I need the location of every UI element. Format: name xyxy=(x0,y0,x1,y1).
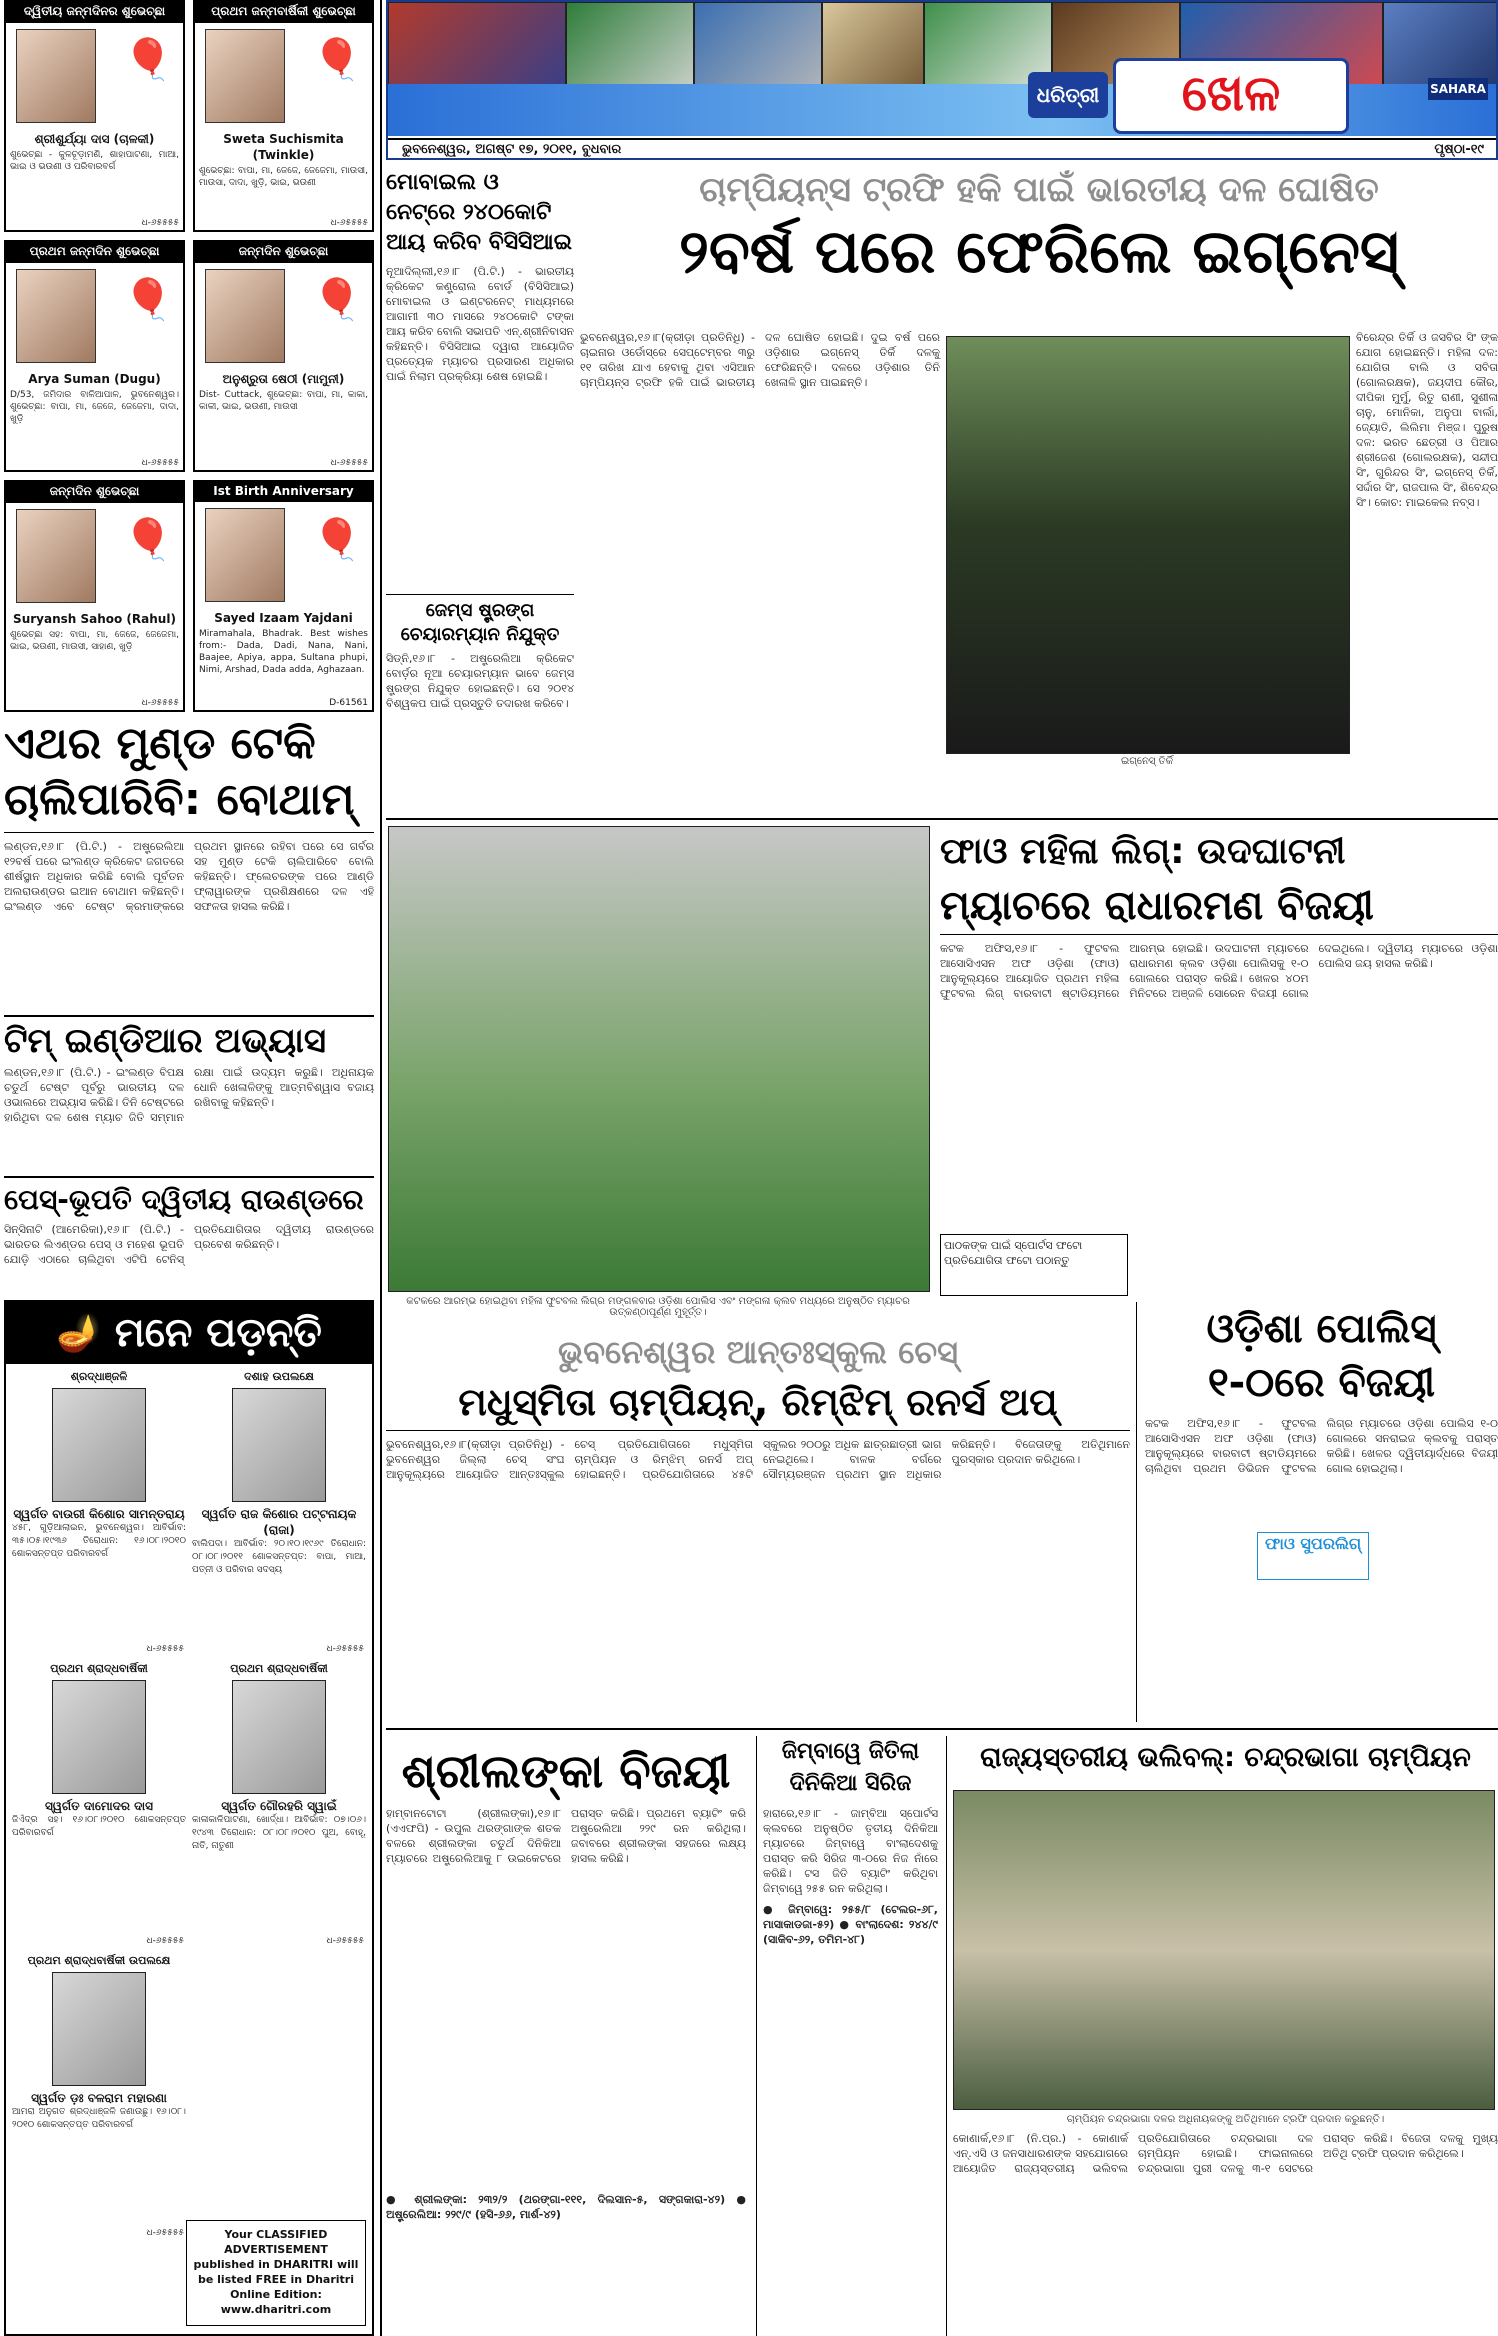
portrait-photo xyxy=(232,1680,326,1794)
obituary-label: ଶ୍ରଦ୍ଧାଞ୍ଜଳି xyxy=(70,1370,128,1383)
ad-code: D-61561 xyxy=(329,698,368,708)
balloons-icon: 🎈 xyxy=(312,277,362,323)
deceased-name: ସ୍ୱର୍ଗତ ଗୌରହରି ସ୍ୱାଇଁ xyxy=(221,1799,337,1813)
ad-code: ଧ-୬୫୫୫୫ xyxy=(146,1644,184,1654)
child-photo xyxy=(16,269,96,363)
bcci-headline: ମୋବାଇଲ ଓ ନେଟ୍‌ରେ ୨୪୦କୋଟି ଆୟ କରିବ ବିସିସିଆଇ xyxy=(386,170,572,255)
birthday-ad-title: ପ୍ରଥମ ଜନ୍ମଦିନ ଶୁଭେଚ୍ଛା xyxy=(6,242,183,263)
obituary-entry xyxy=(192,1370,366,1656)
birthday-ad xyxy=(193,480,374,712)
brand-logo: ଧରିତ୍ରୀ xyxy=(1028,72,1108,118)
ad-code: ଧ-୬୫୫୫୫ xyxy=(330,218,368,228)
birthday-ad-title: ଦ୍ୱିତୀୟ ଜନ୍ମଦିନର ଶୁଭେଚ୍ଛା xyxy=(6,2,183,23)
ad-code: ଧ-୬୫୫୫୫ xyxy=(141,218,179,228)
ad-code: ଧ-୬୫୫୫୫ xyxy=(330,458,368,468)
balloons-icon: 🎈 xyxy=(123,277,173,323)
portrait-photo xyxy=(52,1972,146,2086)
hockey-headline: ୨ବର୍ଷ ପରେ ଫେରିଲେ ଇଗ୍ନେସ୍ xyxy=(678,217,1400,287)
balloons-icon: 🎈 xyxy=(123,37,173,83)
women-football-photo xyxy=(388,826,930,1292)
birthday-ad xyxy=(4,0,185,232)
birthday-ad-title: ଜନ୍ମଦିନ ଶୁଭେଚ୍ଛା xyxy=(6,482,183,503)
column-rule xyxy=(380,0,382,2336)
hockey-photo-caption: ଇଗ୍ନେସ୍ ତିର୍କି xyxy=(1120,756,1174,767)
police-body: କଟକ ଅଫିସ,୧୬।୮ - ଫୁଟବଲ ଆସୋସିଏସନ ଅଫ ଓଡ଼ିଶା (ଫାଓ) ଆନୁକୂଲ୍ୟରେ ବାରବାଟୀ ଷ୍ଟାଡିୟମରେ ଚାଲିଥିବା ପ୍ରଥମ ଡିଭିଜନ ଫୁଟବଲ ଲିଗ୍‌ର ମ୍ୟାଚରେ ଓଡ଼ିଶା ପୋଲିସ ୧-୦ ଗୋଲରେ ସନରାଇଜ କ୍ଲବକୁ ପରାସ୍ତ କରିଛି। ଖେଳର ଦ୍ୱିତୀୟାର୍ଦ୍ଧରେ ବିଜୟୀ ଗୋଲ ହୋଇଥିଲା। xyxy=(1145,1417,1498,1475)
deceased-name: ସ୍ୱର୍ଗତ ଡ଼ଃ ବଳରାମ ମହାରଣା xyxy=(31,2091,167,2105)
fao-photo-note: ପାଠକଙ୍କ ପାଇଁ ସ୍ପୋର୍ଟସ ଫଟୋ ପ୍ରତିଯୋଗିତା ଫଟୋ ପଠାନ୍ତୁ xyxy=(940,1234,1128,1296)
zimbabwe-headline: ଜିମ୍ବାୱେ ଜିତିଲା ଦିନିକିଆ ସିରିଜ xyxy=(781,1739,920,1796)
hockey-body-1: ଭୁବନେଶ୍ୱର,୧୬।୮(କ୍ରୀଡ଼ା ପ୍ରତିନିଧି) - ଚାଇନାର ଓର୍ଡୋସ୍‌ରେ ସେପ୍ଟେମ୍ବର ୩ରୁ ୧୧ ତାରିଖ ଯାଏ ହେବାକୁ ଥିବା ଏସିଆନ ଚାମ୍ପିୟନ୍ସ ଟ୍ରଫି ହକି ପାଇଁ ଭାରତୀୟ ଦଳ ଘୋଷିତ ହୋଇଛି। ଦୁଇ ବର୍ଷ ପରେ ଓଡ଼ିଶାର ଇଗ୍ନେସ୍ ତିର୍କି ଦଳକୁ ଫେରିଛନ୍ତି। ଦଳରେ ଓଡ଼ିଶାର ତିନି ଖେଳାଳି ସ୍ଥାନ ପାଇଛନ୍ତି। xyxy=(580,331,940,389)
chess-headline: ମଧୁସ୍ମିତା ଚାମ୍ପିୟନ୍, ରିମ୍‌ଝିମ୍ ରନର୍ସ ଅପ୍ xyxy=(386,1374,1130,1431)
hockey-story xyxy=(580,168,1498,818)
section-title: ଖେଳ xyxy=(1113,58,1349,134)
birthday-ad-body: ଶୁଭେଚ୍ଛା ସହ: ବାପା, ମା, ଜେଜେ, ଜେଜେମା, ଭାଇ, ଭଉଣୀ, ମାଉସୀ, ସାହାଣ, ଖୁଡ଼ି xyxy=(10,630,179,652)
srilanka-body: ହାମ୍ବାନଟୋଟା (ଶ୍ରୀଲଙ୍କା),୧୬।୮ (ଏଏଫପି) - ଉପୁଲ ଥରଙ୍ଗାଙ୍କ ଶତକ ବଳରେ ଶ୍ରୀଲଙ୍କା ଚତୁର୍ଥ ଦିନିକିଆ ମ୍ୟାଚରେ ଅଷ୍ଟ୍ରେଲିଆକୁ ୮ ଉଇକେଟରେ ପରାସ୍ତ କରିଛି। ପ୍ରଥମେ ବ୍ୟାଟିଂ କରି ଅଷ୍ଟ୍ରେଲିଆ ୨୨୯ ରନ କରିଥିଲା। ଜବାବରେ ଶ୍ରୀଲଙ୍କା ସହଜରେ ଲକ୍ଷ୍ୟ ହାସଲ କରିଛି। xyxy=(386,1807,746,1865)
obituary-label: ପ୍ରଥମ ଶ୍ରାଦ୍ଧବାର୍ଷିକୀ xyxy=(230,1662,328,1675)
obituary-body: ଆମରା ଅନୁଗତ ଶ୍ରଦ୍ଧାଞ୍ଜଳି ଜଣାଉଛୁ। ୧୬।୦୮।୨୦୧୦ ଶୋକସନ୍ତପ୍ତ ପରିବାରବର୍ଗ xyxy=(12,2107,186,2130)
birthday-ads xyxy=(4,0,374,712)
obituary-label: ପ୍ରଥମ ଶ୍ରାଦ୍ଧବାର୍ଷିକୀ ଉପଲକ୍ଷେ xyxy=(27,1954,171,1967)
boatham-headline: ଏଥର ମୁଣ୍ଡ ଟେକି ଚାଲିପାରିବି: ବୋଥାମ୍ xyxy=(4,716,374,833)
bcci-story xyxy=(386,168,574,818)
ad-code: ଧ-୬୫୫୫୫ xyxy=(146,2228,184,2238)
birthday-child-name: Sweta Suchismita (Twinkle) xyxy=(223,132,344,162)
deceased-name: ସ୍ୱର୍ଗତ ବାଉରୀ କିଶୋର ସାମନ୍ତରାୟ xyxy=(13,1507,185,1521)
obituary-entry xyxy=(12,1662,186,1948)
chess-body: ଭୁବନେଶ୍ୱର,୧୬।୮(କ୍ରୀଡ଼ା ପ୍ରତିନିଧି) - ଭୁବନେଶ୍ୱର ଜିଲ୍ଲା ଚେସ୍ ସଂଘ ଆନୁକୂଲ୍ୟରେ ଆୟୋଜିତ ଆନ୍ତଃସ୍କୁଲ ଚେସ୍ ପ୍ରତିଯୋଗିତାରେ ମଧୁସ୍ମିତା ଚାମ୍ପିୟନ ଓ ରିମ୍‌ଝିମ୍ ରନର୍ସ ଅପ୍ ହୋଇଛନ୍ତି। ପ୍ରତିଯୋଗିତାରେ ୪୫ଟି ସ୍କୁଲର ୨୦୦ରୁ ଅଧିକ ଛାତ୍ରଛାତ୍ରୀ ଭାଗ ନେଇଥିଲେ। ବାଳକ ବର୍ଗରେ ସୌମ୍ୟରଞ୍ଜନ ପ୍ରଥମ ସ୍ଥାନ ଅଧିକାର କରିଛନ୍ତି। ବିଜେତାଙ୍କୁ ଅତିଥିମାନେ ପୁରସ୍କାର ପ୍ରଦାନ କରିଥିଲେ। xyxy=(386,1438,1130,1481)
boatham-story xyxy=(4,716,374,1172)
deceased-name: ସ୍ୱର୍ଗତ ରାଜ କିଶୋର ପଟ୍ଟନାୟକ (ରାଜା) xyxy=(201,1507,357,1537)
boatham-body: ଲଣ୍ଡନ,୧୬।୮ (ପି.ଟି.) - ଅଷ୍ଟ୍ରେଲିଆ ୧୨ବର୍ଷ ପରେ ଇଂଲଣ୍ଡ କ୍ରିକେଟ ଜଗତରେ ଶୀର୍ଷସ୍ଥାନ ଅଧିକାର କରିଛି ବୋଲି ପୂର୍ବତନ ଅଲରାଉଣ୍ଡର ଇଆନ ବୋଥାମ କହିଛନ୍ତି। ଇଂଲଣ୍ଡ ଏବେ ଟେଷ୍ଟ କ୍ରମାଙ୍କରେ ପ୍ରଥମ ସ୍ଥାନରେ ରହିବା ପରେ ସେ ଗର୍ବର ସହ ମୁଣ୍ଡ ଟେକି ଚାଲିପାରିବେ ବୋଲି କହିଛନ୍ତି। ଫ୍ଲେଚରଙ୍କ ପରେ ଆଣ୍ଡି ଫ୍ଲାୱାରଙ୍କ ପ୍ରଶିକ୍ଷଣରେ ଦଳ ଏହି ସଫଳତା ହାସଲ କରିଛି। xyxy=(4,840,374,913)
section-rule xyxy=(386,818,1498,820)
child-photo xyxy=(205,269,285,363)
bcci-body: ନୂଆଦିଲ୍ଲୀ,୧୬।୮ (ପି.ଟି.) - ଭାରତୀୟ କ୍ରିକେଟ କଣ୍ଟ୍ରୋଲ ବୋର୍ଡ (ବିସିସିଆଇ) ମୋବାଇଲ ଓ ଇଣ୍ଟରନେଟ୍ ମାଧ୍ୟମରେ ଆଗାମୀ ୩୦ ମାସରେ ୨୪୦କୋଟି ଟଙ୍କା ଆୟ କରିବ ବୋଲି ସଭାପତି ଏନ୍.ଶ୍ରୀନିବାସନ କହିଛନ୍ତି। ବିସିସିଆଇ ଦ୍ୱାରା ଆୟୋଜିତ ପ୍ରତ୍ୟେକ ମ୍ୟାଚର ପ୍ରସାରଣ ଅଧିକାର ପାଇଁ ନିଲାମ ପ୍ରକ୍ରିୟା ଶେଷ ହୋଇଛି। xyxy=(386,265,574,383)
birthday-ad-body: Miramahala, Bhadrak. Best wishes from:- Dada, Dadi, Nana, Nani, Baajee, Apiya, appa, Sultana phupi, Nimi, Arshad, Dada adda, Aghazaan. xyxy=(199,629,368,675)
strong-headline: ଜେମ୍ସ ଷ୍ଟ୍ରଙ୍ଗ ଚେୟାରମ୍ୟାନ ନିଯୁକ୍ତ xyxy=(386,594,574,647)
fao-headline-1: ଫାଓ ମହିଳା ଲିଗ୍: ଉଦଘାଟନୀ xyxy=(940,831,1346,872)
dateline-bar xyxy=(388,138,1498,160)
birthday-ad-title: ଜନ୍ମଦିନ ଶୁଭେଚ୍ଛା xyxy=(195,242,372,263)
obituary-body: ଜିଏଁଦ୍ର ସହ। ୧୬।୦୮।୨୦୧୦ ଶୋକସନ୍ତପ୍ତ ପରିବାରବର୍ଗ xyxy=(12,1815,186,1838)
pes-headline: ପେସ୍-ଭୂପତି ଦ୍ୱିତୀୟ ରାଉଣ୍ଡରେ xyxy=(4,1183,364,1216)
india-practice-body: ଲଣ୍ଡନ,୧୬।୮ (ପି.ଟି.) - ଇଂଲଣ୍ଡ ବିପକ୍ଷ ଚତୁର୍ଥ ଟେଷ୍ଟ ପୂର୍ବରୁ ଭାରତୀୟ ଦଳ ଓଭାଲରେ ଅଭ୍ୟାସ କରିଛି। ତିନି ଟେଷ୍ଟରେ ହାରିଥିବା ଦଳ ଶେଷ ମ୍ୟାଚ ଜିତି ସମ୍ମାନ ରକ୍ଷା ପାଇଁ ଉଦ୍ୟମ କରୁଛି। ଅଧିନାୟକ ଧୋନି ଖେଳାଳିଙ୍କୁ ଆତ୍ମବିଶ୍ୱାସ ବଜାୟ ରଖିବାକୁ କହିଛନ୍ତି। xyxy=(4,1066,374,1124)
ignace-tirkey-photo xyxy=(946,336,1350,754)
zimbabwe-story xyxy=(756,1736,938,2336)
masthead xyxy=(386,0,1498,160)
fao-headline-2: ମ୍ୟାଚରେ ରାଧାରମଣ ବିଜୟୀ xyxy=(940,878,1498,935)
football-photo-caption: କଟକରେ ଆରମ୍ଭ ହୋଇଥିବା ମହିଳା ଫୁଟବଲ ଲିଗ୍‌ର ମଙ୍ଗଳବାର ଓଡ଼ିଶା ପୋଲିସ ଏବଂ ମଙ୍ଗଳା କ୍ଲବ ମଧ୍ୟରେ ଅନୁଷ୍ଠିତ ମ୍ୟାଚର ଉତ୍କଣ୍ଠାପୂର୍ଣ୍ଣ ମୁହୂର୍ତ୍ତ। xyxy=(406,1296,910,1318)
zimbabwe-scores: ● ଜିମ୍ବାୱେ: ୨୫୫/୮ (ଟେଲର-୬୮, ମାସାକାଡଜା-୫୨) ● ବାଂଲାଦେଶ: ୨୪୪/୯ (ସାକିବ-୬୨, ତମିମ-୪୮) xyxy=(763,1903,938,1946)
sponsor-badge: SAHARA xyxy=(1428,78,1488,100)
superleague-inset: ଫାଓ ସୁପରଲିଗ୍ xyxy=(1257,1532,1369,1580)
portrait-photo xyxy=(52,1388,146,1502)
srilanka-story xyxy=(386,1736,746,2336)
birthday-ad-body: ଶୁଭେଚ୍ଛା - କୁଳଚୂଡ଼ାମଣି, ଶାହାପାଟଣା, ମାଆ, ଭାଇ ଓ ଭଉଣୀ ଓ ପରିବାରବର୍ଗ xyxy=(10,150,179,172)
obituary-entry xyxy=(12,1370,186,1656)
volleyball-body: କୋଣାର୍କ,୧୬।୮ (ନି.ପ୍ର.) - କୋଣାର୍କ ଏନ୍.ଏସି ଓ ଜନସାଧାରଣଙ୍କ ସହଯୋଗରେ ଆୟୋଜିତ ରାଜ୍ୟସ୍ତରୀୟ ଭଲିବଲ ପ୍ରତିଯୋଗିତାରେ ଚନ୍ଦ୍ରଭାଗା ଦଳ ଚାମ୍ପିୟନ ହୋଇଛି। ଫାଇନାଲରେ ଚନ୍ଦ୍ରଭାଗା ପୁରୀ ଦଳକୁ ୩-୧ ସେଟରେ ପରାସ୍ତ କରିଛି। ବିଜେତା ଦଳକୁ ମୁଖ୍ୟ ଅତିଥି ଟ୍ରଫି ପ୍ରଦାନ କରିଥିଲେ। xyxy=(953,2132,1498,2175)
obituary-entry xyxy=(12,1954,186,2240)
child-photo xyxy=(205,508,285,602)
lamp-icon: 🪔 xyxy=(56,1313,101,1354)
classified-note: Your CLASSIFIED ADVERTISEMENT published in DHARITRI will be listed FREE in Dharitri Online Edition: www.dharitri.com xyxy=(186,2220,366,2326)
birthday-ad xyxy=(4,480,185,712)
balloons-icon: 🎈 xyxy=(312,37,362,83)
balloons-icon: 🎈 xyxy=(312,517,362,563)
police-headline-1: ଓଡ଼ିଶା ପୋଲିସ୍ xyxy=(1206,1306,1437,1352)
birthday-child-name: ଅନୁଶ୍ରୁତା ଷେଠୀ (ମାମୁନୀ) xyxy=(222,372,345,386)
ad-code: ଧ-୬୫୫୫୫ xyxy=(146,1936,184,1946)
chess-story xyxy=(386,1330,1130,1726)
section-rule-2 xyxy=(386,1728,1498,1730)
srilanka-headline: ଶ୍ରୀଲଙ୍କା ବିଜୟୀ xyxy=(401,1744,731,1798)
pes-story xyxy=(4,1176,374,1296)
child-photo xyxy=(205,29,285,123)
portrait-photo xyxy=(232,1388,326,1502)
police-headline-2: ୧-୦ରେ ବିଜୟୀ xyxy=(1207,1360,1436,1406)
child-photo xyxy=(16,509,96,603)
volleyball-headline: ରାଜ୍ୟସ୍ତରୀୟ ଭଲିବଲ୍: ଚନ୍ଦ୍ରଭାଗା ଚାମ୍ପିୟନ xyxy=(980,1742,1471,1773)
india-practice-headline: ଟିମ୍ ଇଣ୍ଡିଆର ଅଭ୍ୟାସ xyxy=(4,1015,374,1065)
child-photo xyxy=(16,29,96,123)
birthday-ad xyxy=(193,0,374,232)
srilanka-scores: ● ଶ୍ରୀଲଙ୍କା: ୨୩୨/୨ (ଥରଙ୍ଗା-୧୧୧, ଦିଲସାନ-୫, ସଙ୍ଗକାରା-୪୨) ● ଅଷ୍ଟ୍ରେଲିଆ: ୨୨୯/୯ (ହସି-୬୬, ମାର୍ଶ-୪୨) xyxy=(386,2193,746,2221)
portrait-photo xyxy=(52,1680,146,1794)
birthday-child-name: ଶ୍ରୀଶୁର୍ଯ୍ୟା ଦାସ (ଚାଳକୀ) xyxy=(34,132,155,146)
birthday-ad-title: Ist Birth Anniversary xyxy=(195,482,372,502)
fao-body: କଟକ ଅଫିସ,୧୬।୮ - ଫୁଟବଲ ଆସୋସିଏସନ ଅଫ ଓଡ଼ିଶା (ଫାଓ) ଆନୁକୂଲ୍ୟରେ ଆୟୋଜିତ ପ୍ରଥମ ମହିଳା ଫୁଟବଲ ଲିଗ୍ ବାରବାଟୀ ଷ୍ଟାଡିୟମରେ ଆରମ୍ଭ ହୋଇଛି। ଉଦଘାଟନୀ ମ୍ୟାଚରେ ରାଧାରମଣ କ୍ଲବ ଓଡ଼ିଶା ପୋଲିସକୁ ୧-୦ ଗୋଲରେ ପରାସ୍ତ କରିଛି। ଖେଳର ୪୦ମ ମିନିଟରେ ଅଞ୍ଜଳି ସୋରେନ ବିଜୟୀ ଗୋଲ ଦେଇଥିଲେ। ଦ୍ୱିତୀୟ ମ୍ୟାଚରେ ଓଡ଼ିଶା ପୋଲିସ ଜୟ ହାସଲ କରିଛି। xyxy=(940,942,1498,1000)
birthday-child-name: Sayed Izaam Yajdani xyxy=(214,611,353,625)
page-number: ପୃଷ୍ଠା-୧୯ xyxy=(1434,142,1484,157)
pes-body: ସିନ୍‌ସିନାଟି (ଆମେରିକା),୧୬।୮ (ପି.ଟି.) - ଭାରତର ଲିଏଣ୍ଡର ପେସ୍ ଓ ମହେଶ ଭୂପତି ଯୋଡ଼ି ଏଠାରେ ଚାଲିଥିବା ଏଟିପି ଟେନିସ୍ ପ୍ରତିଯୋଗିତାର ଦ୍ୱିତୀୟ ରାଉଣ୍ଡରେ ପ୍ରବେଶ କରିଛନ୍ତି। xyxy=(4,1223,374,1266)
balloons-icon: 🎈 xyxy=(123,517,173,563)
obituary-title: ମନେ ପଡ଼ନ୍ତି xyxy=(114,1310,322,1356)
volleyball-photo-caption: ଚାମ୍ପିୟନ ଚନ୍ଦ୍ରଭାଗା ଦଳର ଅଧିନାୟକଙ୍କୁ ଅତିଥିମାନେ ଟ୍ରଫି ପ୍ରଦାନ କରୁଛନ୍ତି। xyxy=(1066,2114,1385,2125)
obituary-body: ୪୫୮, ଗୁଡ଼ିଆଲାଇନ, ଭୁବନେଶ୍ୱର। ଆବିର୍ଭାବ: ୩୫।୦୫।୧୯୩୬ ତିରୋଧାନ: ୧୬।୦୮।୨୦୧୦ ଶୋକସନ୍ତପ୍ତ ପରିବାରବର୍ଗ xyxy=(12,1523,186,1559)
obituary-body: କାଳାକାଳିପାଟଣା, ଖୋର୍ଦ୍ଧା। ଆବିର୍ଭାବ: ୦୭।୦୬।୧୯୪୩ ତିରୋଧାନ: ୦୮।୦୮।୨୦୧୦ ପୁଅ, ବୋହୂ, ନାତି, ନାତୁଣୀ xyxy=(192,1815,366,1851)
ad-code: ଧ-୬୫୫୫୫ xyxy=(141,458,179,468)
issue-date: ଭୁବନେଶ୍ୱର, ଅଗଷ୍ଟ ୧୭, ୨୦୧୧, ବୁଧବାର xyxy=(402,142,622,157)
obituary-label: ପ୍ରଥମ ଶ୍ରାଦ୍ଧବାର୍ଷିକୀ xyxy=(50,1662,148,1675)
birthday-ad xyxy=(4,240,185,472)
volleyball-story xyxy=(946,1736,1498,2336)
hockey-team-list: ବିରେନ୍ଦ୍ର ତିର୍କି ଓ ଜସବିର ସିଂ ଙ୍କ ଯୋଗ ହୋଇଛନ୍ତି। ମହିଳା ଦଳ: ଯୋଗିତା ବାଲି ଓ ସବିତା (ଗୋଲରକ୍ଷକ), ଜୟଦୀପ କୌର, ଦୀପିକା ମୁର୍ମୁ, ରିତୁ ରାଣୀ, ସୁଶୀଳା ଚାନୁ, ମୋନିକା, ଅନୁପା ବାର୍ଲା, ଜ୍ୟୋତି, ଲିଲିମା ମିଞ୍ଜ। ପୁରୁଷ ଦଳ: ଭରତ ଛେତ୍ରୀ ଓ ପିଆର ଶ୍ରୀଜେଶ (ଗୋଲରକ୍ଷକ), ସନ୍ଦୀପ ସିଂ, ଗୁରିନ୍ଦର ସିଂ, ଇଗ୍ନେସ୍ ତିର୍କି, ସର୍ଦ୍ଦାର ସିଂ, ରାଜପାଲ ସିଂ, ଶିବେନ୍ଦ୍ର ସିଂ। କୋଚ: ମାଇକେଲ ନବ୍ସ। xyxy=(1356,331,1498,509)
obituary-body: ବାଲିପଦା। ଆବିର୍ଭାବ: ୨୦।୧୦।୧୯୬୯ ତିରୋଧାନ: ୦୮।୦୮।୨୦୧୧ ଶୋକସନ୍ତପ୍ତ: ବାପା, ମାଆ, ପତ୍ନୀ ଓ ପରିବାର ସଦସ୍ୟ xyxy=(192,1539,366,1575)
birthday-ad-body: ଶୁଭେଚ୍ଛା: ବାପା, ମା, ଜେଜେ, ଜେଜେମା, ମାଉସୀ, ମାଉସା, ଦାଦା, ଖୁଡ଼ି, ଭାଇ, ଭଉଣୀ xyxy=(199,166,368,188)
birthday-child-name: Arya Suman (Dugu) xyxy=(28,372,161,386)
birthday-ad-body: Dist- Cuttack, ଶୁଭେଚ୍ଛା: ବାପା, ମା, କାକା, କାକୀ, ଭାଇ, ଭଉଣୀ, ମାଉସୀ xyxy=(199,390,368,412)
birthday-child-name: Suryansh Sahoo (Rahul) xyxy=(13,612,176,626)
zimbabwe-body: ହାରାରେ,୧୬।୮ - ଜାମ୍ବିଆ ସ୍ପୋର୍ଟସ କ୍ଲବରେ ଅନୁଷ୍ଠିତ ତୃତୀୟ ଦିନିକିଆ ମ୍ୟାଚରେ ଜିମ୍ବାୱେ ବାଂଲାଦେଶକୁ ପରାସ୍ତ କରି ସିରିଜ ୩-୦ରେ ନିଜ ନାଁରେ କରିଛି। ଟସ ଜିତି ବ୍ୟାଟିଂ କରିଥିବା ଜିମ୍ବାୱେ ୨୫୫ ରନ କରିଥିଲା। xyxy=(763,1807,938,1895)
volleyball-trophy-photo xyxy=(953,1790,1495,2110)
fao-story xyxy=(940,826,1498,1296)
birthday-ad xyxy=(193,240,374,472)
obituary-label: ଦଶାହ ଉପଲକ୍ଷେ xyxy=(244,1370,314,1383)
hockey-kicker: ଚାମ୍ପିୟନ୍ସ ଟ୍ରଫି ହକି ପାଇଁ ଭାରତୀୟ ଦଳ ଘୋଷିତ xyxy=(699,170,1379,210)
birthday-ad-title: ପ୍ରଥମ ଜନ୍ମବାର୍ଷିକୀ ଶୁଭେଚ୍ଛା xyxy=(195,2,372,23)
birthday-ad-body: D/53, ଜମିଦାର ବାଳିଆପାଳ, ଭୁବନେଶ୍ୱର। ଶୁଭେଚ୍ଛା: ବାପା, ମା, ଜେଜେ, ଜେଜେମା, ଦାଦା, ଖୁଡ଼ି xyxy=(10,390,179,424)
deceased-name: ସ୍ୱର୍ଗତ ଦାମୋଦର ଦାସ xyxy=(45,1799,153,1813)
ad-code: ଧ-୬୫୫୫୫ xyxy=(326,1936,364,1946)
ad-code: ଧ-୬୫୫୫୫ xyxy=(326,1644,364,1654)
obituary-entry xyxy=(192,1662,366,1948)
chess-kicker: ଭୁବନେଶ୍ୱର ଆନ୍ତଃସ୍କୁଲ ଚେସ୍ xyxy=(558,1333,958,1371)
police-story xyxy=(1136,1302,1498,1722)
obituary-panel xyxy=(4,1300,374,2336)
strong-body: ସିଡ୍‌ନି,୧୬।୮ - ଅଷ୍ଟ୍ରେଲିଆ କ୍ରିକେଟ ବୋର୍ଡ଼ର ନୂଆ ଚେୟାରମ୍ୟାନ ଭାବେ ଜେମ୍ସ ଷ୍ଟ୍ରଙ୍ଗ ନିଯୁକ୍ତ ହୋଇଛନ୍ତି। ସେ ୨୦୧୪ ବିଶ୍ୱକପ ପାଇଁ ପ୍ରସ୍ତୁତି ତଦାରଖ କରିବେ। xyxy=(386,652,574,710)
ad-code: ଧ-୬୫୫୫୫ xyxy=(141,698,179,708)
obituary-header xyxy=(6,1302,372,1364)
